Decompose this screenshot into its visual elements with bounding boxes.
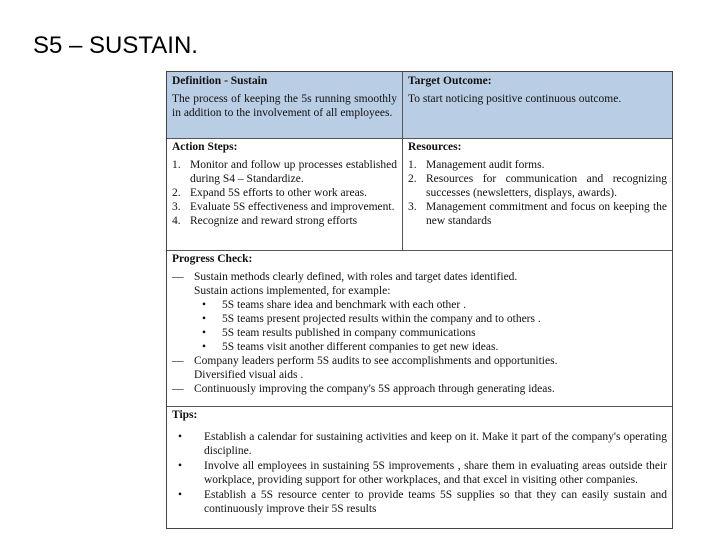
sustain-table <box>166 71 673 529</box>
tip-text: Establish a 5S resource center to provide teams 5S supplies so that they can easily sustain and continuously improve their 5S results <box>204 489 667 515</box>
step-text: Evaluate 5S effectiveness and improvement. <box>190 201 395 213</box>
progress-check-cell <box>167 250 672 406</box>
resource-number: 2. <box>408 173 417 185</box>
resource-number: 1. <box>408 159 417 171</box>
progress-dash-item <box>172 382 667 396</box>
step-number: 4. <box>172 215 181 227</box>
bullet-text: 5S teams share idea and benchmark with each other . <box>222 299 466 311</box>
dash-marker: — <box>172 271 184 283</box>
resource-text: Management audit forms. <box>426 159 545 171</box>
progress-bullet <box>172 298 667 312</box>
bullet-marker: • <box>202 327 207 339</box>
tips-row <box>167 406 672 529</box>
tip-item <box>172 430 667 458</box>
progress-bullet <box>172 340 667 354</box>
progress-bullet <box>172 312 667 326</box>
progress-bullet <box>172 326 667 340</box>
tip-text: Establish a calendar for sustaining activities and keep on it. Make it part of the company's operating discipline. <box>204 431 667 457</box>
steps-row <box>167 138 672 251</box>
progress-dash-item <box>172 270 667 284</box>
action-step <box>172 158 397 186</box>
tip-text: Involve all employees in sustaining 5S improvements , share them in evaluating areas outside their workplace, providing support for other workplaces, and that excel in visiting other companies. <box>204 460 667 486</box>
progress-check-heading: Progress Check: <box>172 253 253 265</box>
definition-text: The process of keeping the 5s running smoothly in addition to the involvement of all employees. <box>172 93 397 119</box>
progress-dash-item <box>172 354 667 368</box>
resource-item <box>408 158 667 172</box>
target-outcome-cell <box>403 72 672 138</box>
dash-marker: — <box>172 355 184 367</box>
bullet-marker: • <box>178 431 183 443</box>
bullet-text: 5S teams visit another different companies to get new ideas. <box>222 341 499 353</box>
resources-list <box>408 158 667 228</box>
slide-title: S5 – SUSTAIN. <box>33 32 198 59</box>
bullet-text: 5S team results published in company communications <box>222 327 476 339</box>
definition-heading: Definition - Sustain <box>172 75 268 87</box>
progress-text: Sustain methods clearly defined, with roles and target dates identified. <box>194 271 518 283</box>
bullet-marker: • <box>178 460 183 472</box>
bullet-marker: • <box>202 341 207 353</box>
step-number: 3. <box>172 201 181 213</box>
action-steps-cell <box>167 138 403 250</box>
resource-text: Resources for communication and recognizing successes (newsletters, displays, awards). <box>426 173 667 199</box>
tip-item <box>172 488 667 516</box>
progress-bullet-list <box>172 298 667 354</box>
action-steps-heading: Action Steps: <box>172 141 238 153</box>
progress-text: Continuously improving the company's 5S approach through generating ideas. <box>194 383 555 395</box>
tips-heading: Tips: <box>172 409 198 421</box>
target-outcome-text: To start noticing positive continuous outcome. <box>408 93 622 105</box>
dash-marker: — <box>172 383 184 395</box>
bullet-marker: • <box>178 489 183 501</box>
step-text: Monitor and follow up processes established during S4 – Standardize. <box>190 159 397 185</box>
resource-text: Management commitment and focus on keeping the new standards <box>426 201 667 227</box>
progress-subtext: Sustain actions implemented, for example: <box>194 285 391 297</box>
resources-cell <box>403 138 672 250</box>
action-step <box>172 214 397 228</box>
resource-item <box>408 172 667 200</box>
target-outcome-heading: Target Outcome: <box>408 75 492 87</box>
bullet-marker: • <box>202 313 207 325</box>
progress-check-row <box>167 250 672 407</box>
bullet-marker: • <box>202 299 207 311</box>
resources-heading: Resources: <box>408 141 462 153</box>
progress-text: Company leaders perform 5S audits to see accomplishments and opportunities. <box>194 355 558 367</box>
definition-cell <box>167 72 403 138</box>
bullet-text: 5S teams present projected results within the company and to others . <box>222 313 541 325</box>
resource-number: 3. <box>408 201 417 213</box>
step-text: Recognize and reward strong efforts <box>190 215 358 227</box>
resource-item <box>408 200 667 228</box>
progress-subtext: Diversified visual aids . <box>194 369 304 381</box>
tips-cell <box>167 406 672 529</box>
step-number: 2. <box>172 187 181 199</box>
tips-list <box>172 430 667 516</box>
action-step <box>172 186 397 200</box>
step-text: Expand 5S efforts to other work areas. <box>190 187 368 199</box>
action-steps-list <box>172 158 397 228</box>
step-number: 1. <box>172 159 181 171</box>
action-step <box>172 200 397 214</box>
definition-row <box>167 72 672 139</box>
tip-item <box>172 459 667 487</box>
